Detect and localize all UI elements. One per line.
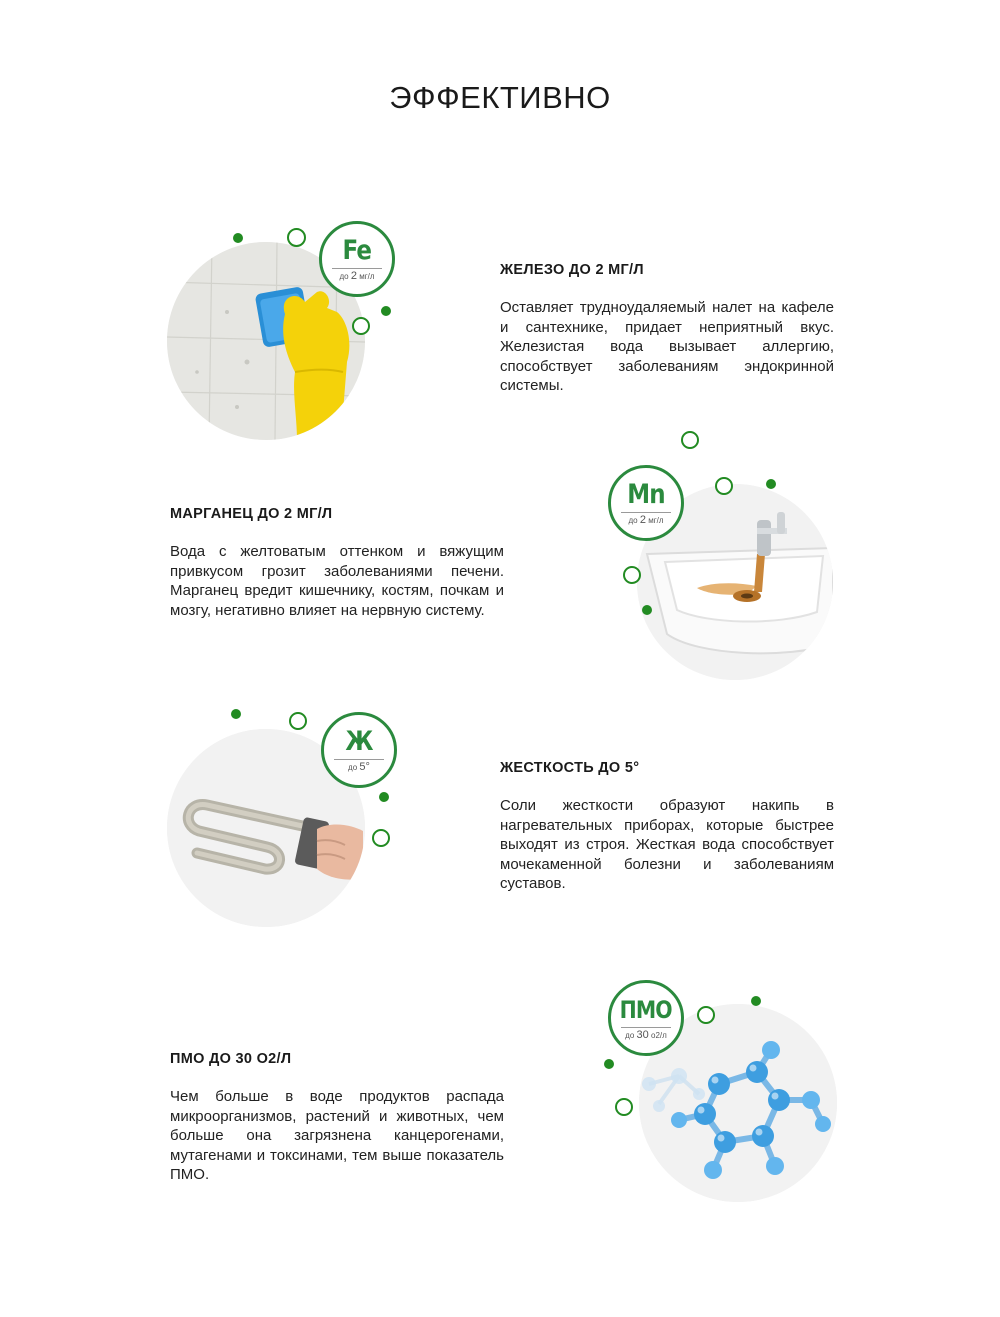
decor-dot bbox=[381, 306, 391, 316]
badge-symbol: Mn bbox=[627, 478, 665, 510]
decor-ring bbox=[372, 829, 390, 847]
pmo-text bbox=[170, 1049, 504, 1185]
decor-dot bbox=[604, 1059, 614, 1069]
badge-symbol: ПМО bbox=[619, 995, 673, 1024]
decor-ring bbox=[697, 1006, 715, 1024]
decor-ring bbox=[289, 712, 307, 730]
hardness-badge bbox=[321, 712, 397, 788]
hardness-text bbox=[500, 758, 834, 894]
iron-heading: ЖЕЛЕЗО ДО 2 МГ/Л bbox=[500, 262, 644, 278]
hardness-heading: ЖЕСТКОСТЬ ДО 5° bbox=[500, 760, 640, 776]
decor-dot bbox=[642, 605, 652, 615]
manganese-badge bbox=[608, 465, 684, 541]
decor-dot bbox=[766, 479, 776, 489]
manganese-heading: МАРГАНЕЦ ДО 2 МГ/Л bbox=[170, 506, 333, 522]
manganese-body: Вода с желтоватым оттенком и вяжущим привкусом грозит заболеваниями печени. Марганец вредит кишечнику, костям, почкам и мозгу, негативно влияет на нервную систему. bbox=[170, 543, 504, 619]
pmo-badge bbox=[608, 980, 684, 1056]
badge-divider bbox=[621, 512, 671, 513]
decor-dot bbox=[751, 996, 761, 1006]
decor-dot bbox=[379, 792, 389, 802]
decor-dot bbox=[233, 233, 243, 243]
decor-ring bbox=[623, 566, 641, 584]
decor-ring bbox=[615, 1098, 633, 1116]
decor-ring bbox=[352, 317, 370, 335]
decor-ring bbox=[715, 477, 733, 495]
decor-ring bbox=[681, 431, 699, 449]
badge-limit: до 30 о2/л bbox=[625, 1028, 667, 1041]
iron-text bbox=[500, 260, 834, 396]
badge-symbol: Ж bbox=[345, 725, 373, 757]
badge-divider bbox=[621, 1027, 671, 1028]
iron-badge bbox=[319, 221, 395, 297]
badge-divider bbox=[334, 759, 384, 760]
pmo-body: Чем больше в воде продуктов распада микроорганизмов, растений и животных, чем больше она загрязнена канцерогенами, мутагенами и токсинами, тем выше показатель ПМО. bbox=[170, 1088, 504, 1183]
manganese-text bbox=[170, 504, 504, 620]
badge-divider bbox=[332, 268, 382, 269]
badge-limit: до 2 мг/л bbox=[628, 513, 664, 526]
hardness-body: Соли жесткости образуют накипь в нагревательных приборах, которые быстрее выходят из строя. Жесткая вода способствует мочекаменной болезни и заболеваниям суставов. bbox=[500, 797, 834, 892]
decor-ring bbox=[287, 228, 306, 247]
iron-body: Оставляет трудноудаляемый налет на кафеле и сантехнике, придает неприятный вкус. Железистая вода вызывает аллергию, способствует заболеваниям эндокринной системы. bbox=[500, 299, 834, 394]
badge-limit: до 5° bbox=[348, 760, 370, 773]
pmo-heading: ПМО ДО 30 О2/Л bbox=[170, 1051, 292, 1067]
badge-limit: до 2 мг/л bbox=[339, 269, 375, 282]
decor-dot bbox=[231, 709, 241, 719]
page-title: ЭФФЕКТИВНО bbox=[389, 80, 611, 115]
badge-symbol: Fe bbox=[342, 234, 372, 266]
